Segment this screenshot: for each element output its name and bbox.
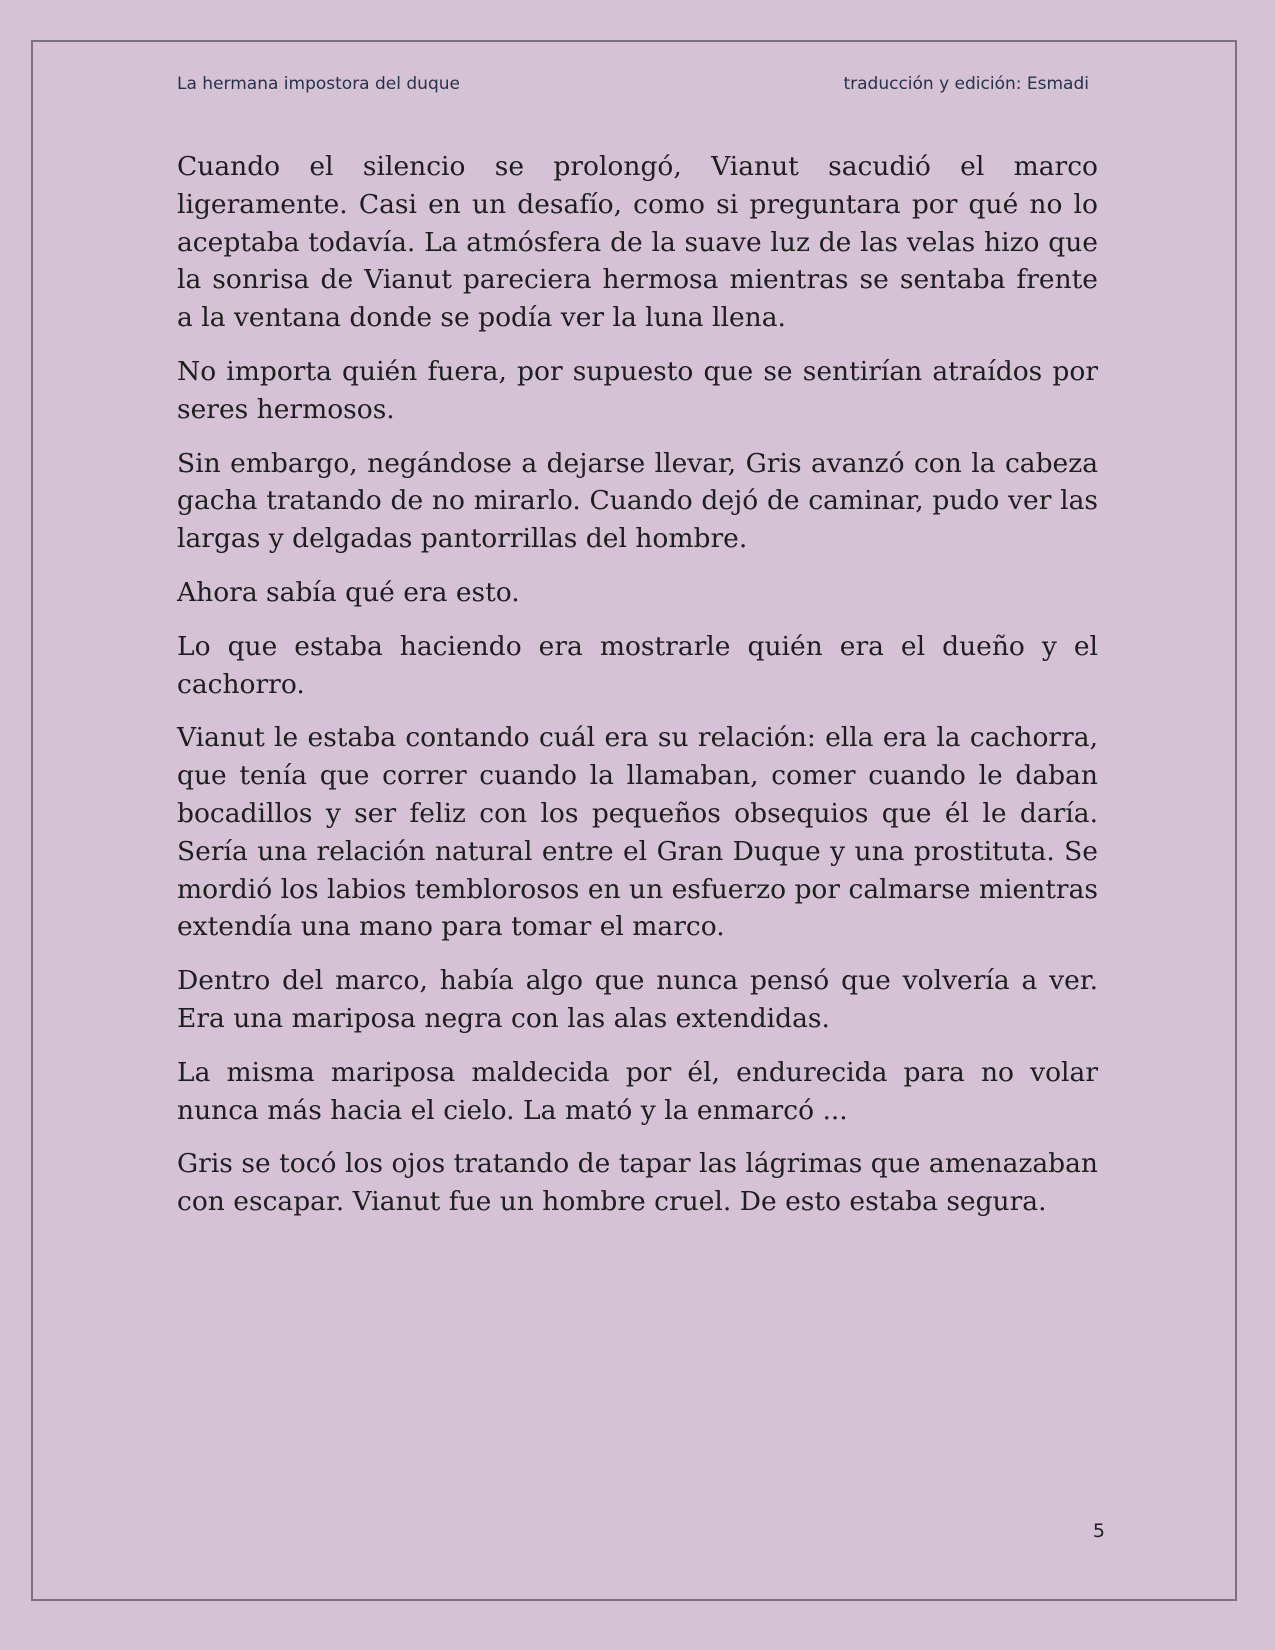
paragraph: Lo que estaba haciendo era mostrarle quién era el dueño y el cachorro. bbox=[177, 630, 1098, 700]
body-text bbox=[177, 148, 1098, 1237]
book-title: La hermana impostora del duque bbox=[177, 74, 460, 94]
paragraph: Gris se tocó los ojos tratando de tapar las lágrimas que amenazaban con escapar. Vianut fue un hombre cruel. De esto estaba segura. bbox=[177, 1148, 1098, 1218]
paragraph: Sin embargo, negándose a dejarse llevar, Gris avanzó con la cabeza gacha tratando de no mirarlo. Cuando dejó de caminar, pudo ver las largas y delgadas pantorrillas del hombre. bbox=[177, 447, 1098, 555]
paragraph: Cuando el silencio se prolongó, Vianut sacudió el marco ligeramente. Casi en un desafío, como si preguntara por qué no lo aceptaba todavía. La atmósfera de la suave luz de las velas hizo que la sonrisa de Vianut pareciera hermosa mientras se sentaba frente a la ventana donde se podía ver la luna llena. bbox=[177, 151, 1098, 334]
page-number: 5 bbox=[1092, 1520, 1105, 1542]
paragraph: Dentro del marco, había algo que nunca pensó que volvería a ver. Era una mariposa negra con las alas extendidas. bbox=[177, 965, 1098, 1034]
translator-credit: traducción y edición: Esmadi bbox=[843, 74, 1089, 94]
paragraph: La misma mariposa maldecida por él, endurecida para no volar nunca más hacia el cielo. La mató y la enmarcó ... bbox=[177, 1056, 1098, 1126]
running-header bbox=[177, 74, 1089, 100]
paragraph: Vianut le estaba contando cuál era su relación: ella era la cachorra, que tenía que correr cuando la llamaban, comer cuando le daban bocadillos y ser feliz con los pequeños obsequios que él le daría. Sería una relación natural entre el Gran Duque y una prostituta. Se mordió los labios temblorosos en un esfuerzo por calmarse mientras extendía una mano para tomar el marco. bbox=[177, 722, 1098, 943]
paragraph: No importa quién fuera, por supuesto que se sentirían atraídos por seres hermosos. bbox=[177, 355, 1098, 425]
paragraph: Ahora sabía qué era esto. bbox=[177, 576, 520, 608]
